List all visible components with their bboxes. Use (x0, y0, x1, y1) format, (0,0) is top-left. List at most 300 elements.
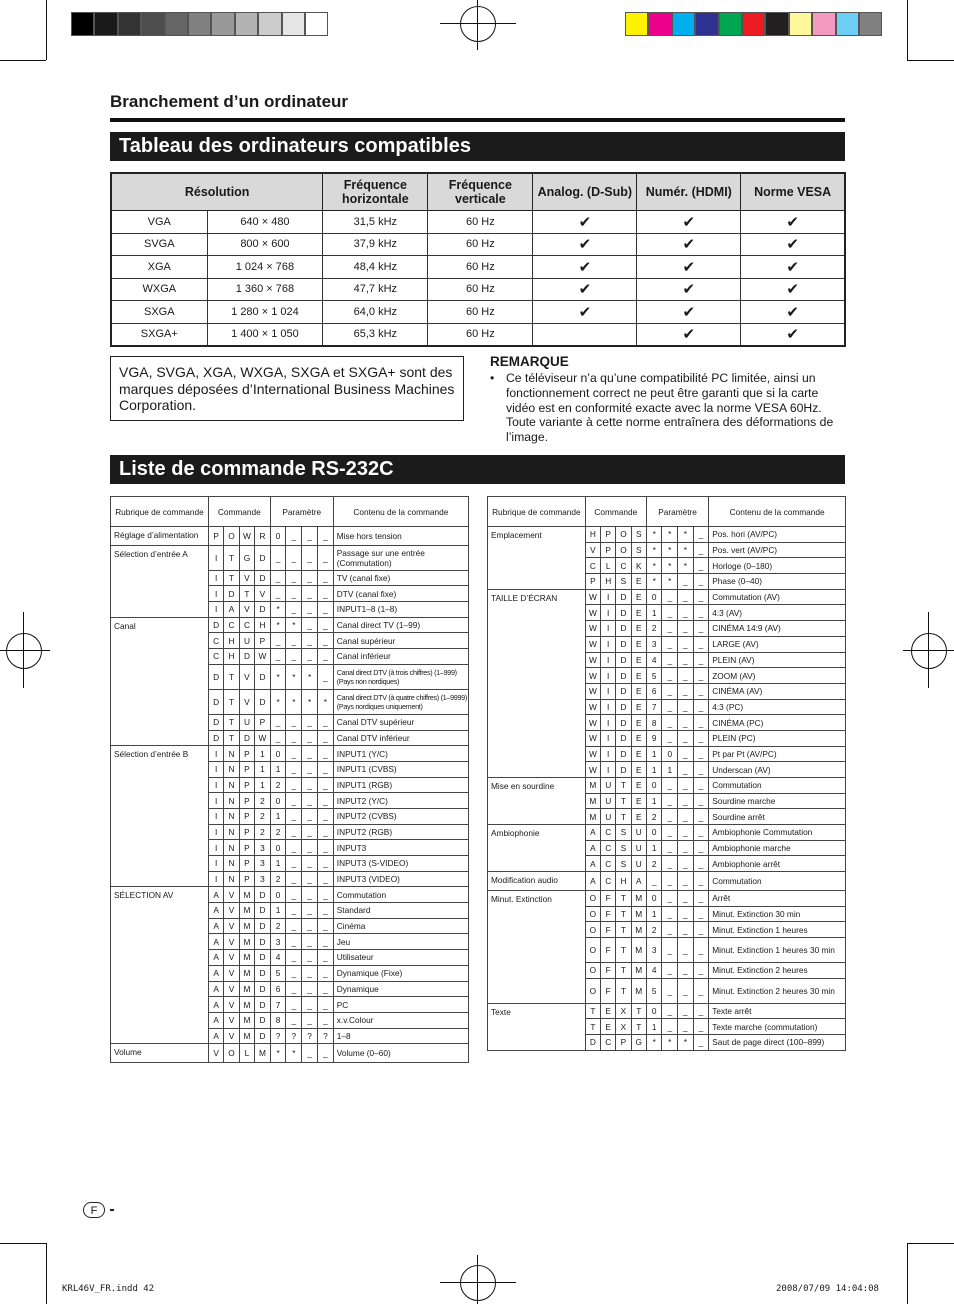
parameter-char: _ (662, 825, 678, 841)
resolution-value: 1 280 × 1 024 (207, 301, 323, 324)
parameter-char: _ (318, 730, 334, 746)
command-char: F (601, 962, 616, 978)
parameter-char: 9 (646, 730, 662, 746)
parameter-char: _ (693, 937, 709, 962)
parameter-char: _ (693, 746, 709, 762)
parameter-char: _ (678, 890, 694, 906)
command-char: A (208, 997, 223, 1013)
parameter-char: _ (318, 871, 334, 887)
parameter-char: _ (318, 903, 334, 919)
resolution-value: 1 360 × 768 (207, 278, 323, 301)
command-char: D (255, 950, 271, 966)
column-header: Analog. (D-Sub) (533, 173, 637, 211)
parameter-char: _ (302, 840, 318, 856)
parameter-char: _ (302, 997, 318, 1013)
parameter-char: _ (302, 777, 318, 793)
command-description: Ambiophonie Commutation (709, 825, 846, 841)
parameter-char: 1 (270, 761, 286, 777)
parameter-char: 2 (270, 824, 286, 840)
vertical-frequency: 60 Hz (428, 278, 533, 301)
command-char: D (255, 545, 271, 570)
registration-line (477, 0, 478, 50)
command-char: S (616, 825, 631, 841)
table-row (111, 527, 469, 546)
command-char: T (224, 570, 239, 586)
parameter-char: _ (678, 856, 694, 872)
command-char: D (208, 714, 223, 730)
section-heading: Branchement d’un ordinateur (110, 92, 349, 111)
command-char: V (224, 950, 239, 966)
command-char: T (616, 906, 631, 922)
hdmi-support: ✔ (637, 211, 741, 234)
command-char: F (601, 937, 616, 962)
command-char: I (601, 715, 616, 731)
color-swatch (812, 12, 835, 36)
parameter-char: _ (318, 746, 334, 762)
parameter-char: * (646, 542, 662, 558)
command-char: X (616, 1019, 631, 1035)
command-description: PLEIN (AV) (709, 652, 846, 668)
command-char: D (616, 730, 631, 746)
command-char: E (631, 762, 646, 778)
crop-mark (907, 0, 908, 60)
parameter-char: _ (693, 636, 709, 652)
parameter-char: _ (678, 825, 694, 841)
table-row (111, 301, 845, 324)
analog-support: ✔ (533, 278, 637, 301)
command-char: D (239, 649, 255, 665)
crop-mark (907, 1243, 908, 1304)
parameter-char: _ (678, 574, 694, 590)
command-category: Minut. Extinction (488, 890, 586, 1003)
parameter-char: _ (286, 950, 302, 966)
color-swatch (188, 12, 211, 36)
command-char: I (208, 808, 223, 824)
parameter-char: 1 (270, 808, 286, 824)
analog-support: ✔ (533, 301, 637, 324)
command-char: M (239, 934, 255, 950)
command-char: T (224, 730, 239, 746)
command-char: N (224, 761, 239, 777)
command-char: C (601, 1034, 616, 1050)
color-swatch (211, 12, 234, 36)
command-category: Emplacement (488, 527, 586, 590)
parameter-char: * (270, 602, 286, 618)
command-char: A (208, 1028, 223, 1044)
command-char: I (601, 746, 616, 762)
parameter-char: _ (286, 545, 302, 570)
command-description: Cinéma (333, 918, 468, 934)
command-char: A (208, 934, 223, 950)
parameter-char: 1 (646, 746, 662, 762)
command-char: I (601, 683, 616, 699)
command-char: I (601, 762, 616, 778)
parameter-char: 3 (646, 937, 662, 962)
parameter-char: 1 (270, 856, 286, 872)
color-swatch (258, 12, 281, 36)
vertical-frequency: 60 Hz (428, 301, 533, 324)
command-description: Minut. Extinction 30 min (709, 906, 846, 922)
parameter-char: 0 (270, 746, 286, 762)
command-char: T (224, 714, 239, 730)
resolution-name: VGA (111, 211, 207, 234)
parameter-char: _ (302, 793, 318, 809)
parameter-char: _ (662, 778, 678, 794)
parameter-char: _ (662, 683, 678, 699)
command-char: U (601, 809, 616, 825)
command-char: D (616, 668, 631, 684)
parameter-char: _ (286, 649, 302, 665)
command-char: E (631, 668, 646, 684)
parameter-char: _ (302, 918, 318, 934)
command-char: T (631, 1019, 646, 1035)
parameter-char: _ (318, 545, 334, 570)
command-char: A (208, 903, 223, 919)
hdmi-support: ✔ (637, 256, 741, 279)
parameter-char: _ (286, 981, 302, 997)
command-char: M (631, 978, 646, 1003)
command-char: D (255, 1012, 271, 1028)
command-char: I (208, 545, 223, 570)
vesa-support: ✔ (741, 323, 845, 346)
parameter-char: _ (302, 714, 318, 730)
command-description: Pt par Pt (AV/PC) (709, 746, 846, 762)
color-swatch (165, 12, 188, 36)
color-swatch (282, 12, 305, 36)
command-char: V (224, 903, 239, 919)
parameter-char: _ (662, 1019, 678, 1035)
color-swatch (695, 12, 718, 36)
parameter-char: _ (318, 602, 334, 618)
command-category: Texte (488, 1003, 586, 1050)
crop-mark (0, 60, 46, 61)
command-description: LARGE (AV) (709, 636, 846, 652)
parameter-char: 5 (646, 668, 662, 684)
parameter-char: _ (678, 978, 694, 1003)
command-char: A (208, 918, 223, 934)
command-char: F (601, 906, 616, 922)
command-char: W (239, 527, 255, 546)
bullet-icon: • (490, 371, 495, 385)
command-description: Utilisateur (333, 950, 468, 966)
parameter-char: _ (270, 714, 286, 730)
parameter-char: 1 (646, 793, 662, 809)
parameter-char: * (662, 542, 678, 558)
analog-support: ✔ (533, 211, 637, 234)
command-description: Canal inférieur (333, 649, 468, 665)
command-char: D (255, 664, 271, 689)
command-description: Texte marche (commutation) (709, 1019, 846, 1035)
column-header: Contenu de la commande (333, 497, 468, 527)
command-description: INPUT1 (RGB) (333, 777, 468, 793)
resolution-value: 640 × 480 (207, 211, 323, 234)
parameter-char: _ (693, 574, 709, 590)
command-char: E (631, 652, 646, 668)
command-description: Sourdine marche (709, 793, 846, 809)
command-char: V (208, 1044, 223, 1063)
parameter-char: _ (286, 824, 302, 840)
command-char: I (601, 668, 616, 684)
command-char: G (631, 1034, 646, 1050)
parameter-char: _ (693, 778, 709, 794)
parameter-char: * (662, 574, 678, 590)
parameter-char: _ (318, 664, 334, 689)
table-header-row (111, 497, 469, 527)
color-swatch (742, 12, 765, 36)
command-description: 1–8 (333, 1028, 468, 1044)
resolution-name: SXGA+ (111, 323, 207, 346)
command-char: G (239, 545, 255, 570)
parameter-char: _ (302, 981, 318, 997)
parameter-char: _ (662, 872, 678, 891)
column-header: Fréquence verticale (428, 173, 533, 211)
command-char: W (585, 668, 600, 684)
command-char: D (616, 652, 631, 668)
parameter-char: ? (318, 1028, 334, 1044)
resolution-value: 800 × 600 (207, 233, 323, 256)
parameter-char: _ (286, 714, 302, 730)
command-char: D (224, 586, 239, 602)
command-char: M (585, 809, 600, 825)
table-row (488, 872, 846, 891)
command-description: Minut. Extinction 2 heures 30 min (709, 978, 846, 1003)
crop-mark (907, 60, 954, 61)
command-char: N (224, 840, 239, 856)
color-swatch (836, 12, 859, 36)
command-description: Sourdine arrêt (709, 809, 846, 825)
command-char: W (585, 746, 600, 762)
command-char: C (601, 872, 616, 891)
command-description: x.v.Colour (333, 1012, 468, 1028)
command-char: P (239, 871, 255, 887)
parameter-char: _ (302, 871, 318, 887)
command-char: E (631, 589, 646, 605)
command-char: N (224, 746, 239, 762)
parameter-char: _ (286, 570, 302, 586)
heading-rule (110, 118, 845, 122)
parameter-char: 2 (646, 856, 662, 872)
command-char: I (208, 570, 223, 586)
command-char: 2 (255, 808, 271, 824)
table-row (488, 825, 846, 841)
command-char: T (616, 922, 631, 938)
command-char: I (601, 652, 616, 668)
parameter-char: * (678, 527, 694, 543)
horizontal-frequency: 37,9 kHz (323, 233, 428, 256)
command-char: M (239, 918, 255, 934)
command-char: M (239, 950, 255, 966)
parameter-char: _ (693, 542, 709, 558)
command-char: M (585, 793, 600, 809)
command-char: M (631, 937, 646, 962)
parameter-char: _ (693, 872, 709, 891)
command-char: P (601, 527, 616, 543)
command-char: P (239, 856, 255, 872)
parameter-char: _ (302, 887, 318, 903)
parameter-char: _ (678, 746, 694, 762)
parameter-char: _ (302, 950, 318, 966)
note-text: Ce téléviseur n’a qu’une compatibilité PC limitée, ainsi un fonctionnement correct ne peut être garanti que si la carte vidéo est en conformité exacte avec la norme VESA 60Hz. Toute variante à cette norme entraînera des déformations de l’image. (506, 371, 834, 445)
parameter-char: _ (302, 746, 318, 762)
parameter-char: * (270, 617, 286, 633)
command-char: T (585, 1003, 600, 1019)
crop-mark (46, 1243, 47, 1304)
command-char: V (239, 570, 255, 586)
command-char: M (239, 1028, 255, 1044)
rs232-command-table-left (110, 496, 469, 1063)
parameter-char: _ (318, 527, 334, 546)
command-char: A (208, 965, 223, 981)
parameter-char: _ (693, 962, 709, 978)
parameter-char: 1 (646, 762, 662, 778)
command-char: V (224, 981, 239, 997)
command-char: C (208, 633, 223, 649)
resolution-value: 1 024 × 768 (207, 256, 323, 279)
parameter-char: _ (662, 605, 678, 621)
table-row (111, 233, 845, 256)
parameter-char: _ (693, 668, 709, 684)
parameter-char: _ (286, 777, 302, 793)
command-char: W (585, 699, 600, 715)
parameter-char: _ (318, 649, 334, 665)
parameter-char: _ (662, 699, 678, 715)
parameter-char: 4 (646, 652, 662, 668)
parameter-char: 0 (646, 778, 662, 794)
parameter-char: _ (693, 922, 709, 938)
color-swatch (765, 12, 788, 36)
parameter-char: _ (286, 856, 302, 872)
registration-line (440, 1282, 516, 1283)
command-char: O (616, 542, 631, 558)
parameter-char: _ (662, 668, 678, 684)
command-char: L (239, 1044, 255, 1063)
command-char: D (255, 1028, 271, 1044)
command-char: C (239, 617, 255, 633)
hdmi-support: ✔ (637, 233, 741, 256)
footer-timestamp: 2008/07/09 14:04:08 (776, 1284, 879, 1294)
color-swatch (789, 12, 812, 36)
registration-mark-icon (6, 633, 42, 669)
parameter-char: 8 (270, 1012, 286, 1028)
column-header: Paramètre (646, 497, 708, 527)
parameter-char: _ (678, 683, 694, 699)
parameter-char: _ (302, 1044, 318, 1063)
parameter-char: _ (318, 934, 334, 950)
command-char: D (208, 730, 223, 746)
table-row (488, 589, 846, 605)
parameter-char: _ (662, 922, 678, 938)
vesa-support: ✔ (741, 211, 845, 234)
table-row (488, 890, 846, 906)
parameter-char: _ (662, 906, 678, 922)
command-char: 3 (255, 871, 271, 887)
command-char: T (224, 689, 239, 714)
registration-line (440, 23, 516, 24)
table-row (111, 545, 469, 570)
table-row (111, 211, 845, 234)
command-char: H (255, 617, 271, 633)
parameter-char: _ (270, 570, 286, 586)
parameter-char: _ (318, 918, 334, 934)
command-char: A (208, 887, 223, 903)
command-char: N (224, 824, 239, 840)
command-char: M (239, 997, 255, 1013)
parameter-char: _ (678, 636, 694, 652)
command-char: O (585, 890, 600, 906)
parameter-char: * (270, 664, 286, 689)
parameter-char: _ (662, 636, 678, 652)
parameter-char: _ (678, 715, 694, 731)
parameter-char: _ (286, 965, 302, 981)
parameter-char: _ (318, 586, 334, 602)
parameter-char: _ (662, 962, 678, 978)
command-description: Arrêt (709, 890, 846, 906)
command-char: M (239, 981, 255, 997)
parameter-char: 2 (646, 922, 662, 938)
command-char: M (631, 906, 646, 922)
command-char: I (208, 777, 223, 793)
parameter-char: _ (678, 762, 694, 778)
command-char: W (585, 589, 600, 605)
parameter-char: _ (302, 824, 318, 840)
parameter-char: 1 (646, 1019, 662, 1035)
command-char: V (224, 1028, 239, 1044)
parameter-char: _ (286, 808, 302, 824)
command-description: Canal DTV inférieur (333, 730, 468, 746)
command-char: W (585, 605, 600, 621)
table-row (111, 746, 469, 762)
parameter-char: _ (678, 605, 694, 621)
command-char: P (239, 840, 255, 856)
vertical-frequency: 60 Hz (428, 233, 533, 256)
command-description: Texte arrêt (709, 1003, 846, 1019)
command-char: E (631, 636, 646, 652)
command-char: V (224, 887, 239, 903)
command-char: D (208, 664, 223, 689)
command-description: 4:3 (AV) (709, 605, 846, 621)
parameter-char: _ (318, 714, 334, 730)
parameter-char: _ (302, 965, 318, 981)
column-header: Numér. (HDMI) (637, 173, 741, 211)
parameter-char: _ (662, 621, 678, 637)
command-char: T (616, 978, 631, 1003)
command-char: T (224, 664, 239, 689)
parameter-char: 0 (270, 793, 286, 809)
command-char: K (631, 558, 646, 574)
command-description: Ambiophonie marche (709, 840, 846, 856)
command-description: Pos. vert (AV/PC) (709, 542, 846, 558)
command-char: D (616, 746, 631, 762)
parameter-char: _ (318, 633, 334, 649)
command-char: S (616, 574, 631, 590)
vertical-frequency: 60 Hz (428, 256, 533, 279)
command-char: H (616, 872, 631, 891)
command-char: A (631, 872, 646, 891)
color-swatch (94, 12, 117, 36)
command-char: X (616, 1003, 631, 1019)
parameter-char: _ (678, 730, 694, 746)
command-char: D (255, 965, 271, 981)
command-char: P (255, 633, 271, 649)
command-char: V (585, 542, 600, 558)
parameter-char: _ (662, 978, 678, 1003)
parameter-char: * (646, 558, 662, 574)
command-char: O (585, 937, 600, 962)
command-description: CINÉMA 14:9 (AV) (709, 621, 846, 637)
command-char: E (631, 621, 646, 637)
command-char: D (616, 636, 631, 652)
command-char: W (585, 652, 600, 668)
